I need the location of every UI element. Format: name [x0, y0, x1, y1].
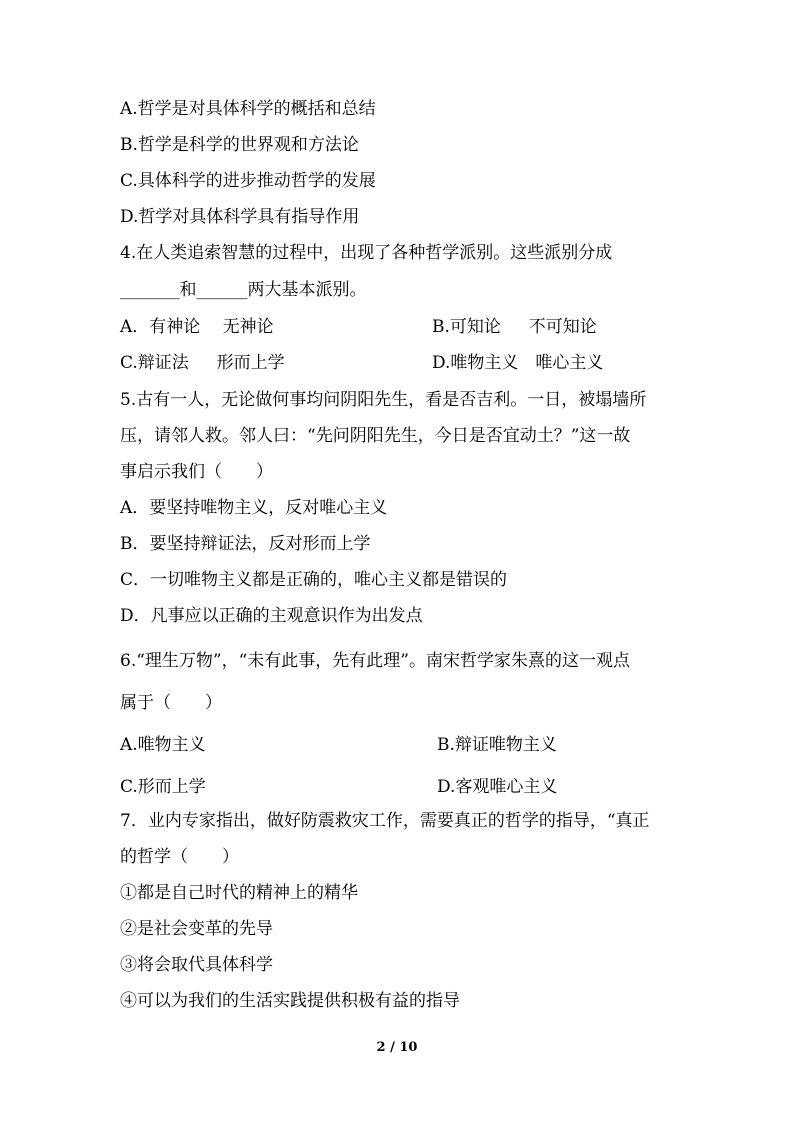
q6-stem-line1: 6.“理生万物”，“未有此事，先有此理”。南宋哲学家朱熹的这一观点 [120, 651, 630, 671]
q5-option-d: D．凡事应以正确的主观意识作为出发点 [120, 606, 423, 626]
q5-stem-line1: 5.古有一人，无论做何事均问阴阳先生，看是否吉利。一日，被塌墙所 [120, 390, 647, 410]
q5-option-b: B．要坚持辩证法，反对形而上学 [120, 534, 371, 554]
q4-option-b: B.可知论 不可知论 [432, 317, 597, 337]
q7-stem-line2: 的哲学（ ） [120, 847, 239, 867]
q4-stem-line1: 4.在人类追索智慧的过程中，出现了各种哲学派别。这些派别分成 [120, 243, 613, 263]
q6-option-d: D.客观唯心主义 [437, 777, 558, 797]
q3-option-a: A.哲学是对具体科学的概括和总结 [120, 99, 376, 119]
q5-option-c: C．一切唯物主义都是正确的，唯心主义都是错误的 [120, 570, 508, 590]
q3-option-d: D.哲学对具体科学具有指导作用 [120, 207, 360, 227]
q4-option-d: D.唯物主义 唯心主义 [432, 353, 604, 373]
q7-item-1: ①都是自己时代的精神上的精华 [120, 883, 358, 903]
q5-stem-line2: 压，请邻人救。邻人曰：“先问阴阳先生，今日是否宜动土？”这一故 [120, 426, 631, 446]
q3-option-c: C.具体科学的进步推动哲学的发展 [120, 171, 376, 191]
q6-stem-line2: 属于（ ） [120, 693, 222, 713]
q7-stem-line1: 7．业内专家指出，做好防震救灾工作，需要真正的哲学的指导，“真正 [120, 811, 650, 831]
q7-item-2: ②是社会变革的先导 [120, 919, 273, 939]
q5-stem-line3: 事启示我们（ ） [120, 462, 273, 482]
page-number: 2 / 10 [376, 1040, 418, 1055]
q6-option-b: B.辩证唯物主义 [437, 735, 557, 755]
q7-item-4: ④可以为我们的生活实践提供积极有益的指导 [120, 991, 460, 1011]
q3-option-b: B.哲学是科学的世界观和方法论 [120, 135, 359, 155]
q7-item-3: ③将会取代具体科学 [120, 955, 273, 975]
q4-stem-line2: _______和______两大基本派别。 [120, 280, 367, 300]
q4-option-a: A．有神论 无神论 [120, 317, 274, 337]
q4-option-c: C.辩证法 形而上学 [120, 353, 285, 373]
q6-option-c: C.形而上学 [120, 777, 206, 797]
q6-option-a: A.唯物主义 [120, 735, 206, 755]
q5-option-a: A．要坚持唯物主义，反对唯心主义 [120, 498, 388, 518]
